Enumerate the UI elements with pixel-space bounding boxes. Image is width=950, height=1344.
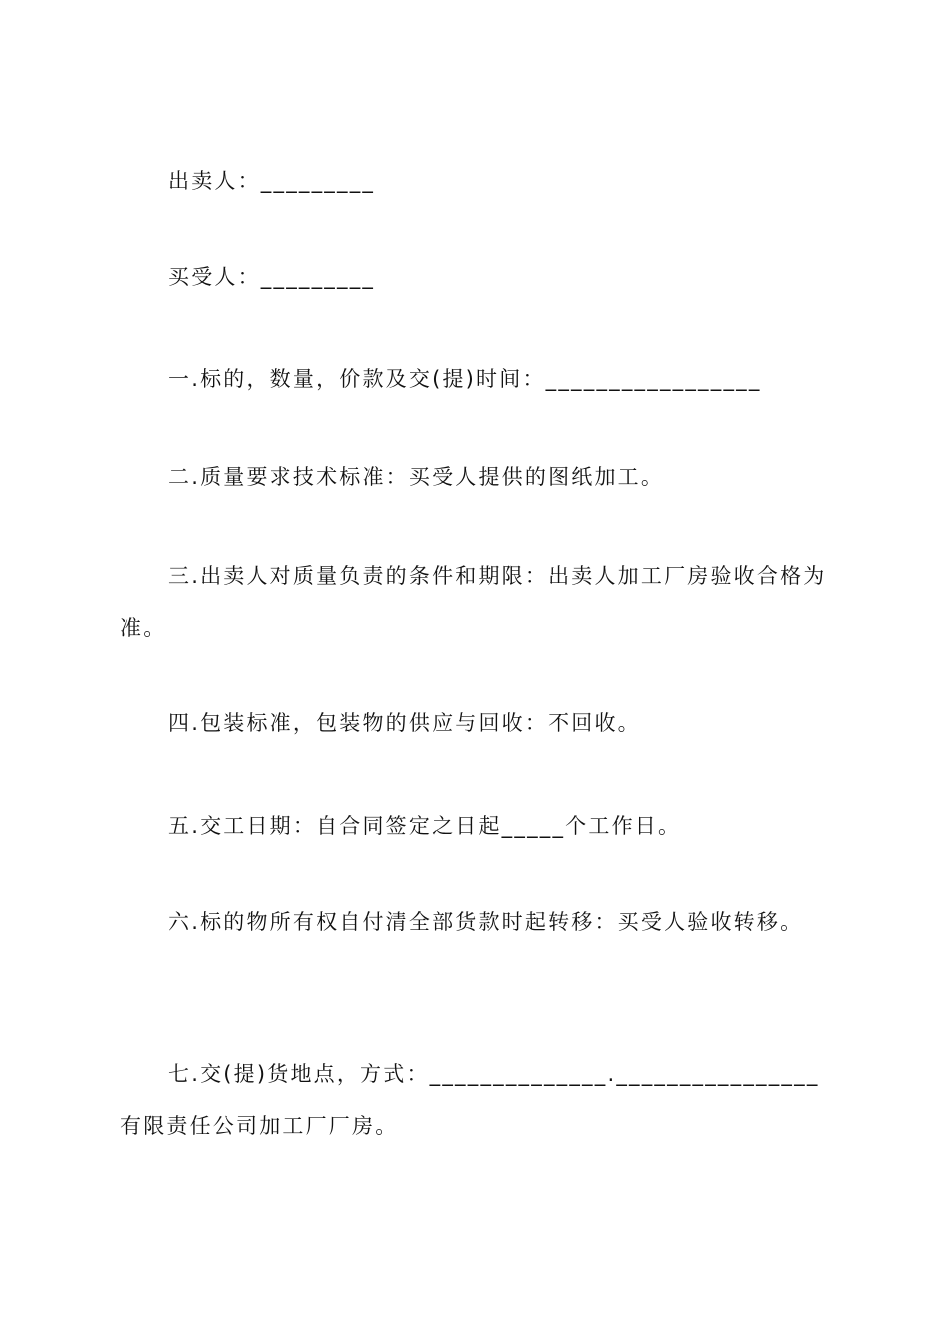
clause-2-quality-standard: 二.质量要求技术标准：买受人提供的图纸加工。: [168, 465, 665, 489]
clause-7-delivery-location: 七.交(提)货地点，方式：______________.________________有限责任公司加工厂厂房。: [120, 1062, 820, 1138]
clause-3-quality-responsibility: 三.出卖人对质量负责的条件和期限：出卖人加工厂房验收合格为准。: [120, 564, 827, 640]
seller-line: 出卖人：_________: [168, 169, 376, 193]
buyer-line: 买受人：_________: [168, 265, 376, 289]
clause-5-delivery-date: 五.交工日期：自合同签定之日起_____个工作日。: [168, 814, 682, 838]
clause-6-ownership-transfer: 六.标的物所有权自付清全部货款时起转移：买受人验收转移。: [168, 910, 804, 934]
clause-4-packaging: 四.包装标准，包装物的供应与回收：不回收。: [168, 711, 641, 735]
clause-1-subject-quantity-price: 一.标的，数量，价款及交(提)时间：_________________: [168, 367, 762, 391]
